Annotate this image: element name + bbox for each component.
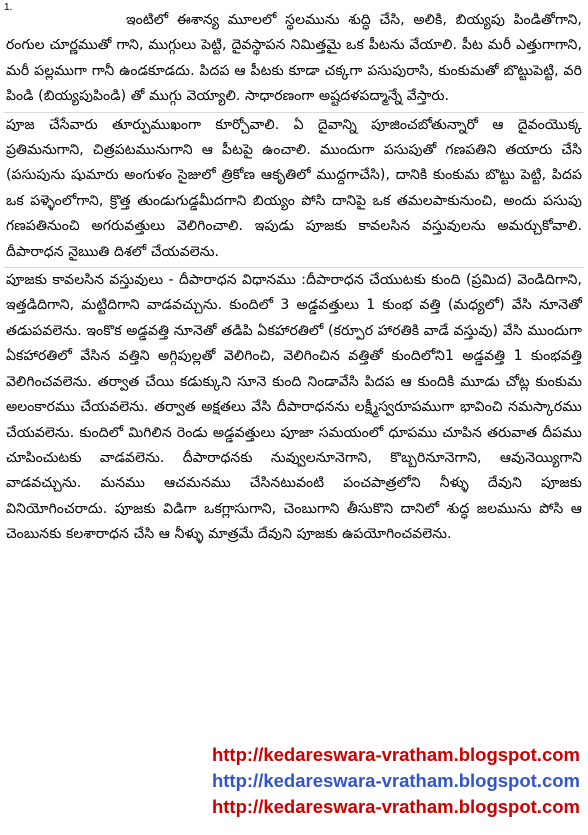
document-body <box>4 8 584 550</box>
blog-link-1[interactable]: http://kedareswara-vratham.blogspot.com <box>211 744 580 765</box>
paragraph-deeparadhana: పూజకు కావలసిన వస్తువులు - దీపారాధన విధానము :దీపారాధన చేయుటకు కుంది (ప్రమిద) వెండిదిగాని, ఇత్తడిదిగాని, మట్టిదిగాని వాడవచ్చును. కుందిలో 3 అడ్డవత్తులు 1 కుంభ వత్తి (మధ్యలో) వేసి నూనెతో తడుపవలెను. ఇంకొక అడ్డవత్తి నూనెతో తడిపి ఏకహారతిలో (కర్పూర హారతికి వాడే వస్తువు) వేసి ముందుగా ఏకహారతిలో వేసిన వత్తిని అగ్గిపుల్లతో వెలిగించి, వెలిగించిన వత్తితో కుందిలోని1 అడ్డవత్తి 1 కుంభవత్తి వెలిగించవలెను. తర్వాత చేయి కడుక్కుని సూనె కుంది నిండావేసి పిదప ఆ కుందికి మూడు చోట్ల కుంకుమ అలంకారము చేయవలెను. తర్వాత అక్షతలు వేసి దీపారాధనను లక్ష్మీస్వరూపముగా భావించి నమస్కారము చేయవలెను. కుందిలో మిగిలిన రెండు అడ్డవత్తులు పూజా సమయంలో ధూపము చూపిన తరువాత దీపము చూపించుటకు వాడవలెను. దీపారాధనకు నువ్వులనూనెగాని, కొబ్బరినూనెగాని, ఆవునెయ్యిగాని వాడవచ్చును. మనము ఆచమనము చేసినటువంటి పంచపాత్రలోని నీళ్ళు దేవుని పూజకు వినియోగించరాదు. పూజకు విడిగా ఒకగ్లాసుగాని, చెంబుగాని తీసుకొని దానిలో శుద్ధ జలమును పోసి ఆ చెంబునకు కలశారాధన చేసి ఆ నీళ్ళు మాత్రమే దేవుని పూజకు ఉపయోగించవలెను. <box>6 272 582 543</box>
page-number: 1. <box>4 2 13 13</box>
paragraph-ganapati-setup: పూజ చేసేవారు తూర్పుముఖంగా కూర్చోవాలి. ఏ దైవాన్ని పూజించబోతున్నారో ఆ దైవంయొక్క ప్రతిమనుగాని, చిత్రపటమునుగాని ఆ పీటపై ఉంచాలి. ముందుగా పసుపుతో గణపతిని తయారు చేసి (పసుపును షుమారు అంగుళం సైజులో త్రికోణ ఆకృతిలో ముద్దగాచేసి), దానికి కుంకుమ బొట్టు పెట్టి, పిదప ఒక పళ్ళెంలోగాని, క్రొత్త తుండుగుడ్డమీదగాని బియ్యం పోసి దానిపై ఒక తమలపాకునుంచి, అందు పసుపు గణపతినుంచి అగరువత్తులు వెలిగించాలి. ఇపుడు పూజకు కావలసిన వస్తువులను అమర్చుకోవాలి. దీపారాధన నైఋతి దిశలో చేయవలెను. <box>4 113 584 268</box>
blog-link-2[interactable]: http://kedareswara-vratham.blogspot.com <box>211 770 580 791</box>
paragraph-preparation: ఇంటిలో ఈశాన్య మూలలో స్థలమును శుద్ధి చేసి, అలికి, బియ్యపు పిండితోగాని, రంగుల చూర్ణముతో గాని, ముగ్గులు పెట్టి, దైవస్థాపన నిమిత్తమై ఒక పీటను వేయాలి. పీట మరీ ఎత్తుగాగాని, మరీ పల్లముగా గానీ ఉండకూడదు. పిదప ఆ పీటకు కూడా చక్కగా పసుపురాసి, కుంకుమతో బొట్టుపెట్టి, వరి పిండి (బియ్యపుపిండి) తో ముగ్గు వెయ్యాలి. సాధారణంగా అష్టదళపద్మాన్నే వేస్తారు. <box>4 8 584 113</box>
blog-link-3[interactable]: http://kedareswara-vratham.blogspot.com <box>211 796 580 817</box>
blog-links <box>212 742 580 820</box>
